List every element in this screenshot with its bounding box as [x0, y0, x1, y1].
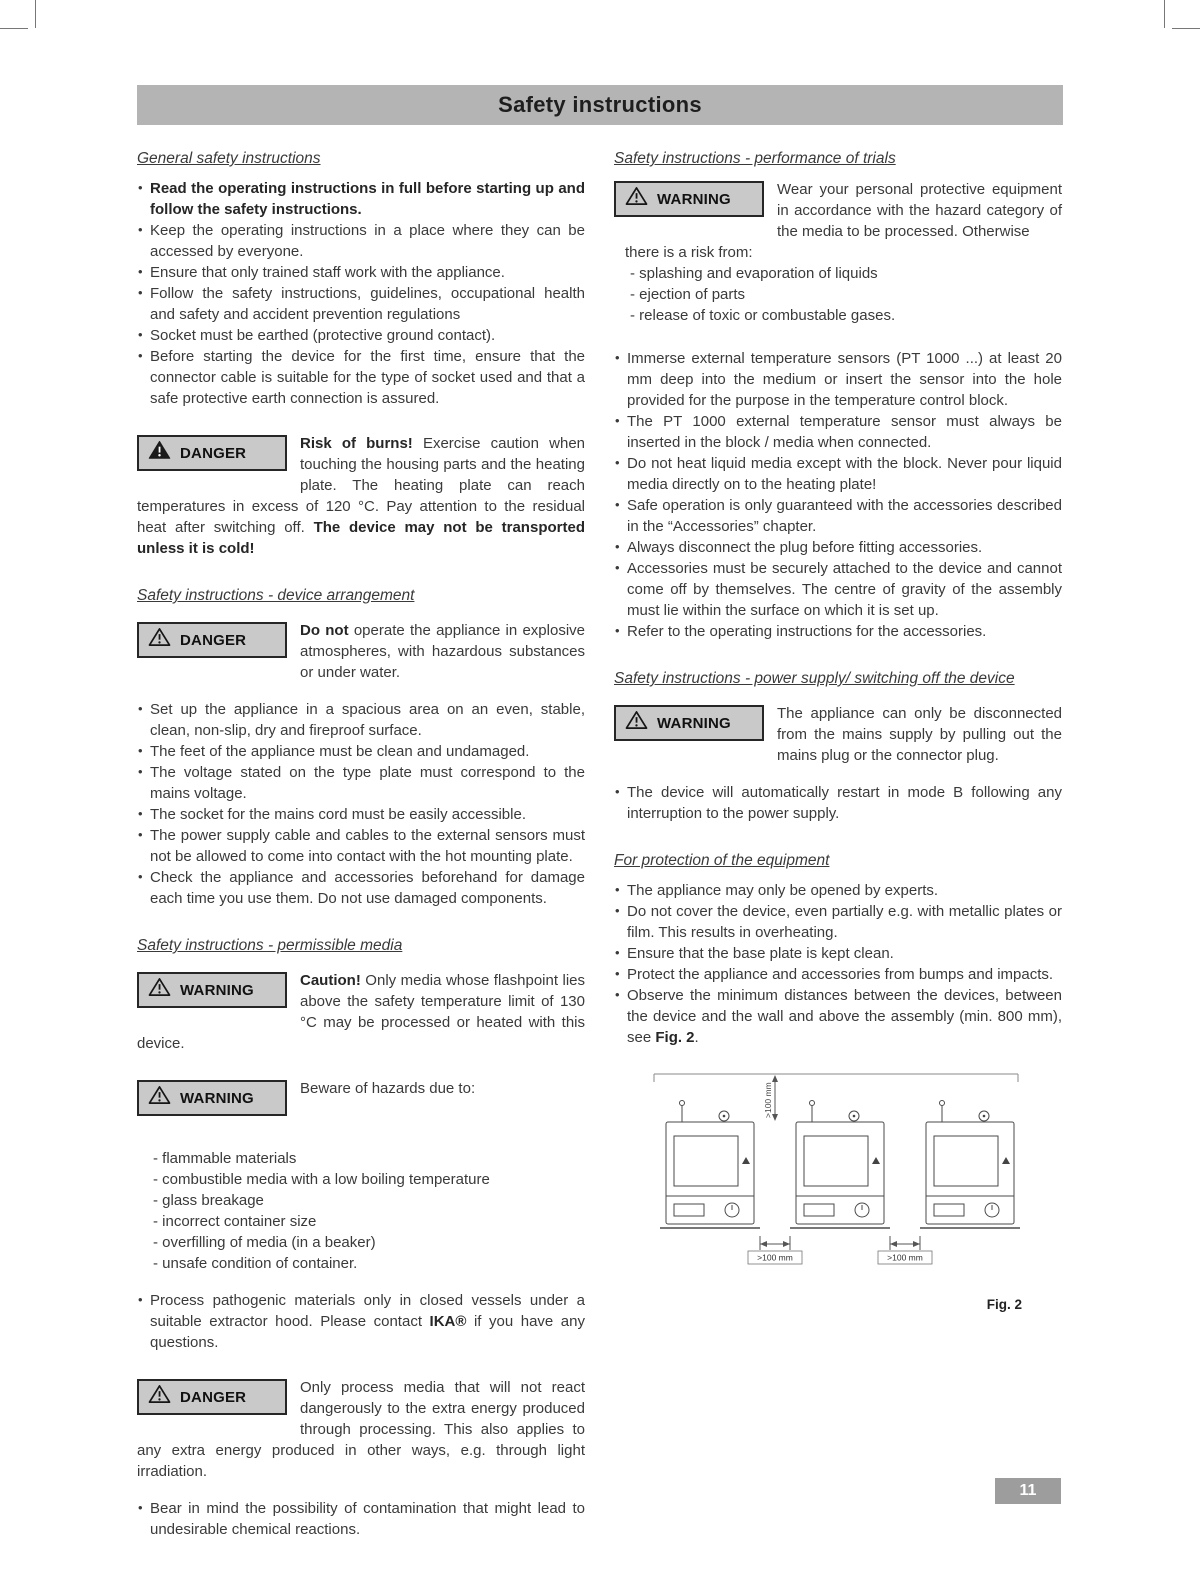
dash-item: - combustible media with a low boiling temperature: [153, 1171, 490, 1188]
section-heading-general: General safety instructions: [137, 150, 321, 167]
dash-item: - glass breakage: [153, 1192, 264, 1209]
danger-label: DANGER: [180, 631, 247, 649]
list-item: [614, 985, 1062, 1048]
bold-text: Caution!: [300, 972, 361, 989]
list-item: • Do not cover the device, even partially e.g. with metallic plates or film. This results in overheating.: [614, 901, 1062, 943]
warning-block-media: [137, 970, 585, 1054]
warning-block-ppe: [614, 179, 1062, 326]
crop-mark: [1172, 28, 1200, 29]
warning-triangle-icon: [148, 440, 171, 466]
danger-box: [137, 435, 287, 471]
body-text: Observe the minimum distances between the devices, between the device and the wall and above the assembly (min. 800 mm), see: [627, 987, 1062, 1046]
list-item: • Safe operation is only guaranteed with the accessories described in the “Accessories” chapter.: [614, 495, 1062, 537]
section-heading-power: Safety instructions - power supply/ switching off the device: [614, 670, 1015, 687]
warning-label: WARNING: [180, 1089, 254, 1107]
list-item: • Always disconnect the plug before fitting accessories.: [614, 537, 1062, 558]
list-item: • Follow the safety instructions, guidelines, occupational health and safety and accident prevention regulations: [137, 283, 585, 325]
warning-box: [614, 181, 764, 217]
page-title: Safety instructions: [498, 92, 702, 117]
dash-item: - overfilling of media (in a beaker): [153, 1234, 376, 1251]
warning-triangle-icon: [148, 1085, 171, 1111]
section-heading-trials: Safety instructions - performance of trials: [614, 150, 896, 167]
warning-box: [137, 1080, 287, 1116]
list-item: • Bear in mind the possibility of contamination that might lead to undesirable chemical reactions.: [137, 1498, 585, 1540]
brand-text: IKA®: [429, 1313, 467, 1330]
list-item: • Ensure that only trained staff work with the appliance.: [137, 262, 585, 283]
list-item: • Do not heat liquid media except with the block. Never pour liquid media directly on to the heating plate!: [614, 453, 1062, 495]
section-heading-protection: For protection of the equipment: [614, 852, 830, 869]
list-item: • Protect the appliance and accessories from bumps and impacts.: [614, 964, 1062, 985]
restart-bullet-list: [614, 782, 1062, 824]
dash-item: - incorrect container size: [153, 1213, 317, 1230]
figure-caption: Fig. 2: [986, 1297, 1022, 1312]
list-item: • The feet of the appliance must be clean and undamaged.: [137, 741, 585, 762]
warning-label: WARNING: [657, 190, 731, 208]
risk-dash-list: [614, 263, 1062, 326]
arrangement-bullet-list: [137, 699, 585, 909]
body-text: Only media whose flashpoint lies above the safety temperature limit of 130 °C may be processed or heated with this device.: [137, 972, 585, 1052]
power-paragraph: The appliance can only be disconnected from the mains supply by pulling out the mains plug or the connector plug.: [777, 705, 1062, 764]
fig-horizontal-dim-label-2: >100 mm: [887, 1252, 923, 1263]
crop-mark: [1164, 0, 1165, 28]
page-number-badge: 11: [995, 1478, 1061, 1504]
warning-block-hazards: [137, 1078, 585, 1274]
warning-box: [137, 972, 287, 1008]
danger-box: [137, 622, 287, 658]
dash-item: - ejection of parts: [630, 286, 746, 303]
danger-block-reaction: [137, 1377, 585, 1482]
trials-bullet-list: [614, 348, 1062, 642]
contamination-bullet-list: [137, 1498, 585, 1540]
section-heading-arrangement: Safety instructions - device arrangement: [137, 587, 415, 604]
risk-intro: there is a risk from:: [625, 244, 753, 261]
ppe-paragraph: Wear your personal protective equipment in accordance with the hazard category of the media to be processed. Otherwise: [777, 181, 1062, 240]
warning-block-power: [614, 703, 1062, 766]
fig-vertical-dim-label: >100 mm: [763, 1082, 773, 1118]
body-text: if you have any questions.: [150, 1313, 585, 1351]
warning-box: [614, 705, 764, 741]
section-heading-media: Safety instructions - permissible media: [137, 937, 403, 954]
warning-triangle-icon: [625, 186, 648, 212]
warning-triangle-icon: [625, 710, 648, 736]
device-schematic: [920, 1101, 1020, 1229]
danger-box: [137, 1379, 287, 1415]
general-bullet-list: [137, 178, 585, 409]
danger-block-arrangement: [137, 620, 585, 683]
list-item: • The appliance may only be opened by experts.: [614, 880, 1062, 901]
device-spacing-diagram: [650, 1068, 1022, 1280]
device-schematic: [790, 1101, 890, 1229]
figure-2: [650, 1068, 1022, 1315]
bold-text: Risk of burns!: [300, 435, 413, 452]
list-item: • Set up the appliance in a spacious area on an even, stable, clean, non-slip, dry and fireproof surface.: [137, 699, 585, 741]
content-columns: [137, 148, 1063, 1540]
danger-label: DANGER: [180, 1388, 247, 1406]
warning-triangle-icon: [148, 977, 171, 1003]
dash-item: - unsafe condition of container.: [153, 1255, 358, 1272]
danger-label: DANGER: [180, 444, 247, 462]
crop-mark: [35, 0, 36, 28]
body-text: Process pathogenic materials only in closed vessels under a suitable extractor hood. Please contact: [150, 1292, 585, 1330]
list-item: • The device will automatically restart in mode B following any interruption to the power supply.: [614, 782, 1062, 824]
list-item: • Before starting the device for the first time, ensure that the connector cable is suitable for the type of socket used and that a safe protective earth connection is assured.: [137, 346, 585, 409]
device-schematic: [660, 1101, 760, 1229]
list-item: • The socket for the mains cord must be easily accessible.: [137, 804, 585, 825]
list-item: • Refer to the operating instructions for the accessories.: [614, 621, 1062, 642]
page-header-bar: [137, 85, 1063, 125]
body-text: operate the appliance in explosive atmospheres, with hazardous substances or under water.: [300, 622, 585, 681]
list-item: • Check the appliance and accessories beforehand for damage each time you use them. Do not use damaged components.: [137, 867, 585, 909]
warning-label: WARNING: [180, 981, 254, 999]
fig-reference: Fig. 2: [655, 1029, 695, 1046]
warning-label: WARNING: [657, 714, 731, 732]
list-item: [137, 1290, 585, 1353]
body-text: .: [694, 1029, 699, 1046]
danger-block-burns: [137, 433, 585, 559]
pathogenic-bullet-list: [137, 1290, 585, 1353]
warning-triangle-icon: [148, 627, 171, 653]
list-item: • The PT 1000 external temperature sensor must always be inserted in the block / media when connected.: [614, 411, 1062, 453]
crop-mark: [0, 28, 28, 29]
list-item: • Ensure that the base plate is kept clean.: [614, 943, 1062, 964]
warning-triangle-icon: [148, 1384, 171, 1410]
list-item: • The power supply cable and cables to the external sensors must not be allowed to come into contact with the hot mounting plate.: [137, 825, 585, 867]
right-column: [614, 148, 1062, 1315]
fig-horizontal-dim-label-1: >100 mm: [757, 1252, 793, 1263]
list-item: • Immerse external temperature sensors (PT 1000 ...) at least 20 mm deep into the medium or insert the sensor into the hole provided for the purpose in the temperature control block.: [614, 348, 1062, 411]
list-item: • Accessories must be securely attached to the device and cannot come off by themselves. The centre of gravity of the assembly must lie within the surface on which it is set up.: [614, 558, 1062, 621]
bold-text: Read the operating instructions in full before starting up and follow the safety instructions.: [150, 180, 585, 218]
list-item: [137, 178, 585, 220]
left-column: [137, 148, 585, 1540]
dash-item: - flammable materials: [153, 1150, 297, 1167]
bold-text: Do not: [300, 622, 349, 639]
dash-item: - splashing and evaporation of liquids: [630, 265, 878, 282]
hazards-dash-list: [137, 1148, 585, 1274]
list-item: • The voltage stated on the type plate must correspond to the mains voltage.: [137, 762, 585, 804]
protection-bullet-list: [614, 880, 1062, 1048]
list-item: • Socket must be earthed (protective ground contact).: [137, 325, 585, 346]
hazards-intro: Beware of hazards due to:: [300, 1080, 476, 1097]
dash-item: - release of toxic or combustable gases.: [630, 307, 896, 324]
reaction-paragraph: Only process media that will not react dangerously to the extra energy produced through processing. This also applies to any extra energy produced in other ways, e.g. through light irradiation.: [137, 1379, 585, 1480]
bold-text: The device may not be transported unless it is cold!: [137, 519, 585, 557]
list-item: • Keep the operating instructions in a place where they can be accessed by everyone.: [137, 220, 585, 262]
body-text: Exercise caution when touching the housing parts and the heating plate. The heating plate can reach temperatures in excess of 120 °C. Pay attention to the residual heat after switching off.: [137, 435, 586, 536]
